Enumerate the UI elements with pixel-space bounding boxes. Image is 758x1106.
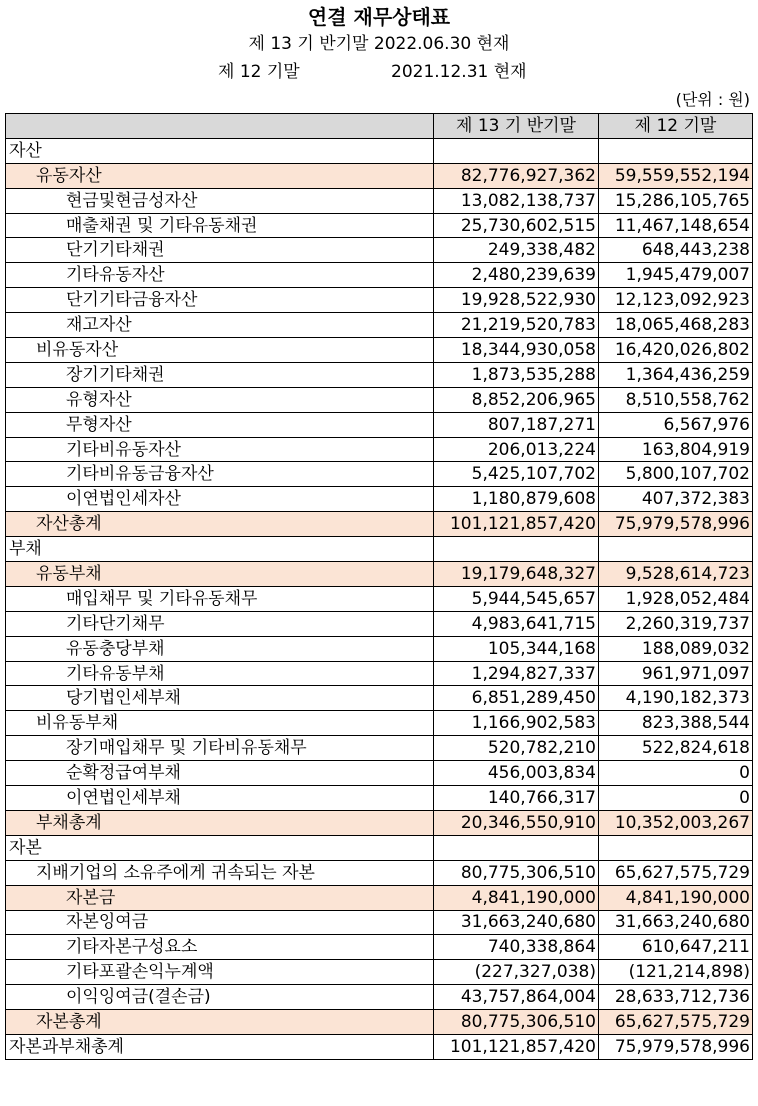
prior-period-value: 188,089,032	[599, 636, 753, 661]
current-period-value: 456,003,834	[434, 761, 599, 786]
current-period-value: 19,928,522,930	[434, 288, 599, 313]
current-period-value: (227,327,038)	[434, 960, 599, 985]
header-prior-period: 제 12 기말	[599, 114, 753, 139]
prior-period-value: 8,510,558,762	[599, 387, 753, 412]
prior-period-value: 5,800,107,702	[599, 462, 753, 487]
prior-period-value: 65,627,575,729	[599, 860, 753, 885]
current-period-value: 101,121,857,420	[434, 512, 599, 537]
prior-period-value: 16,420,026,802	[599, 338, 753, 363]
table-row	[6, 387, 753, 412]
current-period-value: 4,841,190,000	[434, 885, 599, 910]
prior-period-value: 1,945,479,007	[599, 263, 753, 288]
table-row	[6, 761, 753, 786]
prior-period-value: 1,364,436,259	[599, 362, 753, 387]
current-period-value: 19,179,648,327	[434, 562, 599, 587]
table-row	[6, 188, 753, 213]
current-period-value: 80,775,306,510	[434, 1010, 599, 1035]
current-period-value: 6,851,289,450	[434, 686, 599, 711]
row-label: 부채	[6, 537, 434, 562]
row-label: 기타포괄손익누계액	[6, 960, 434, 985]
prior-period-value: 31,663,240,680	[599, 910, 753, 935]
row-label: 단기기타금융자산	[6, 288, 434, 313]
current-period-value: 13,082,138,737	[434, 188, 599, 213]
row-label: 장기매입채무 및 기타비유동채무	[6, 736, 434, 761]
row-label: 이익잉여금(결손금)	[6, 985, 434, 1010]
row-label: 매출채권 및 기타유동채권	[6, 213, 434, 238]
prior-period-value: 59,559,552,194	[599, 163, 753, 188]
prior-period-value: 0	[599, 761, 753, 786]
current-period-value: 1,873,535,288	[434, 362, 599, 387]
table-row	[6, 935, 753, 960]
current-period-value	[434, 138, 599, 163]
prior-period-value: 75,979,578,996	[599, 512, 753, 537]
row-label: 부채총계	[6, 810, 434, 835]
table-row	[6, 810, 753, 835]
table-row	[6, 238, 753, 263]
table-row	[6, 338, 753, 363]
row-label: 자본금	[6, 885, 434, 910]
row-label: 유동충당부채	[6, 636, 434, 661]
table-row	[6, 960, 753, 985]
prior-period-value: 823,388,544	[599, 711, 753, 736]
prior-period-value: 610,647,211	[599, 935, 753, 960]
table-row	[6, 537, 753, 562]
balance-sheet-table	[5, 113, 753, 1060]
current-period-value: 2,480,239,639	[434, 263, 599, 288]
current-period-value: 31,663,240,680	[434, 910, 599, 935]
statement-title: 연결 재무상태표	[307, 5, 451, 29]
row-label: 자산	[6, 138, 434, 163]
prior-period-value: 163,804,919	[599, 437, 753, 462]
table-row	[6, 860, 753, 885]
table-row	[6, 910, 753, 935]
row-label: 순확정급여부채	[6, 761, 434, 786]
row-label: 단기기타채권	[6, 238, 434, 263]
current-period-line	[0, 32, 758, 56]
prior-period-value: 961,971,097	[599, 661, 753, 686]
prior-period-value: 4,190,182,373	[599, 686, 753, 711]
current-period-value: 1,180,879,608	[434, 487, 599, 512]
table-header-row	[6, 114, 753, 139]
prior-period-value: 11,467,148,654	[599, 213, 753, 238]
table-row	[6, 736, 753, 761]
row-label: 자본	[6, 835, 434, 860]
table-row	[6, 562, 753, 587]
table-row	[6, 1010, 753, 1035]
current-period-value: 206,013,224	[434, 437, 599, 462]
prior-period-value: 6,567,976	[599, 412, 753, 437]
table-row	[6, 362, 753, 387]
row-label: 현금및현금성자산	[6, 188, 434, 213]
row-label: 장기기타채권	[6, 362, 434, 387]
prior-period-value: 2,260,319,737	[599, 611, 753, 636]
prior-period-value: (121,214,898)	[599, 960, 753, 985]
prior-period-value: 12,123,092,923	[599, 288, 753, 313]
table-row	[6, 288, 753, 313]
table-row	[6, 163, 753, 188]
prior-period-value	[599, 835, 753, 860]
row-label: 비유동자산	[6, 338, 434, 363]
row-label: 재고자산	[6, 313, 434, 338]
table-row	[6, 786, 753, 811]
prior-period-prefix: 제 12 기말	[218, 62, 300, 82]
prior-period-value: 65,627,575,729	[599, 1010, 753, 1035]
table-row	[6, 512, 753, 537]
current-period-value: 21,219,520,783	[434, 313, 599, 338]
prior-period-date: 2021.12.31 현재	[391, 62, 527, 82]
row-label: 유동부채	[6, 562, 434, 587]
table-row	[6, 611, 753, 636]
row-label: 자산총계	[6, 512, 434, 537]
prior-period-value: 18,065,468,283	[599, 313, 753, 338]
table-row	[6, 835, 753, 860]
current-period-value: 20,346,550,910	[434, 810, 599, 835]
current-period-value: 105,344,168	[434, 636, 599, 661]
row-label: 기타비유동자산	[6, 437, 434, 462]
current-period-prefix: 제 13 기 반기말	[248, 34, 369, 54]
current-period-value: 1,166,902,583	[434, 711, 599, 736]
table-row	[6, 437, 753, 462]
table-row	[6, 487, 753, 512]
current-period-value: 18,344,930,058	[434, 338, 599, 363]
prior-period-value: 10,352,003,267	[599, 810, 753, 835]
prior-period-value: 0	[599, 786, 753, 811]
table-row	[6, 313, 753, 338]
current-period-value: 101,121,857,420	[434, 1034, 599, 1059]
table-row	[6, 661, 753, 686]
current-period-value: 82,776,927,362	[434, 163, 599, 188]
prior-period-value: 1,928,052,484	[599, 586, 753, 611]
table-row	[6, 985, 753, 1010]
unit-label: (단위 : 원)	[675, 90, 750, 109]
prior-period-value	[599, 537, 753, 562]
row-label: 기타자본구성요소	[6, 935, 434, 960]
row-label: 비유동부채	[6, 711, 434, 736]
table-row	[6, 138, 753, 163]
row-label: 매입채무 및 기타유동채무	[6, 586, 434, 611]
current-period-date: 2022.06.30 현재	[373, 34, 510, 54]
row-label: 무형자산	[6, 412, 434, 437]
row-label: 기타비유동금융자산	[6, 462, 434, 487]
row-label: 자본잉여금	[6, 910, 434, 935]
prior-period-value: 28,633,712,736	[599, 985, 753, 1010]
row-label: 기타유동자산	[6, 263, 434, 288]
table-row	[6, 412, 753, 437]
table-row	[6, 636, 753, 661]
table-row	[6, 213, 753, 238]
current-period-value: 5,944,545,657	[434, 586, 599, 611]
current-period-value: 5,425,107,702	[434, 462, 599, 487]
table-row	[6, 586, 753, 611]
current-period-value: 25,730,602,515	[434, 213, 599, 238]
prior-period-value: 522,824,618	[599, 736, 753, 761]
current-period-value: 249,338,482	[434, 238, 599, 263]
row-label: 이연법인세자산	[6, 487, 434, 512]
row-label: 유동자산	[6, 163, 434, 188]
current-period-value	[434, 835, 599, 860]
current-period-value: 80,775,306,510	[434, 860, 599, 885]
prior-period-value: 15,286,105,765	[599, 188, 753, 213]
table-row	[6, 686, 753, 711]
row-label: 이연법인세부채	[6, 786, 434, 811]
prior-period-value: 4,841,190,000	[599, 885, 753, 910]
row-label: 자본과부채총계	[6, 1034, 434, 1059]
table-row	[6, 885, 753, 910]
current-period-value: 520,782,210	[434, 736, 599, 761]
row-label: 기타유동부채	[6, 661, 434, 686]
prior-period-value: 407,372,383	[599, 487, 753, 512]
row-label: 자본총계	[6, 1010, 434, 1035]
current-period-value: 4,983,641,715	[434, 611, 599, 636]
row-label: 유형자산	[6, 387, 434, 412]
table-row	[6, 1034, 753, 1059]
current-period-value: 8,852,206,965	[434, 387, 599, 412]
prior-period-value: 75,979,578,996	[599, 1034, 753, 1059]
prior-period-value	[599, 138, 753, 163]
table-row	[6, 462, 753, 487]
table-row	[6, 711, 753, 736]
current-period-value: 1,294,827,337	[434, 661, 599, 686]
row-label: 기타단기채무	[6, 611, 434, 636]
current-period-value: 43,757,864,004	[434, 985, 599, 1010]
current-period-value	[434, 537, 599, 562]
row-label: 당기법인세부채	[6, 686, 434, 711]
prior-period-value: 9,528,614,723	[599, 562, 753, 587]
prior-period-value: 648,443,238	[599, 238, 753, 263]
header-blank-cell	[6, 114, 434, 139]
current-period-value: 807,187,271	[434, 412, 599, 437]
header-current-period: 제 13 기 반기말	[434, 114, 599, 139]
table-row	[6, 263, 753, 288]
row-label: 지배기업의 소유주에게 귀속되는 자본	[6, 860, 434, 885]
current-period-value: 140,766,317	[434, 786, 599, 811]
current-period-value: 740,338,864	[434, 935, 599, 960]
